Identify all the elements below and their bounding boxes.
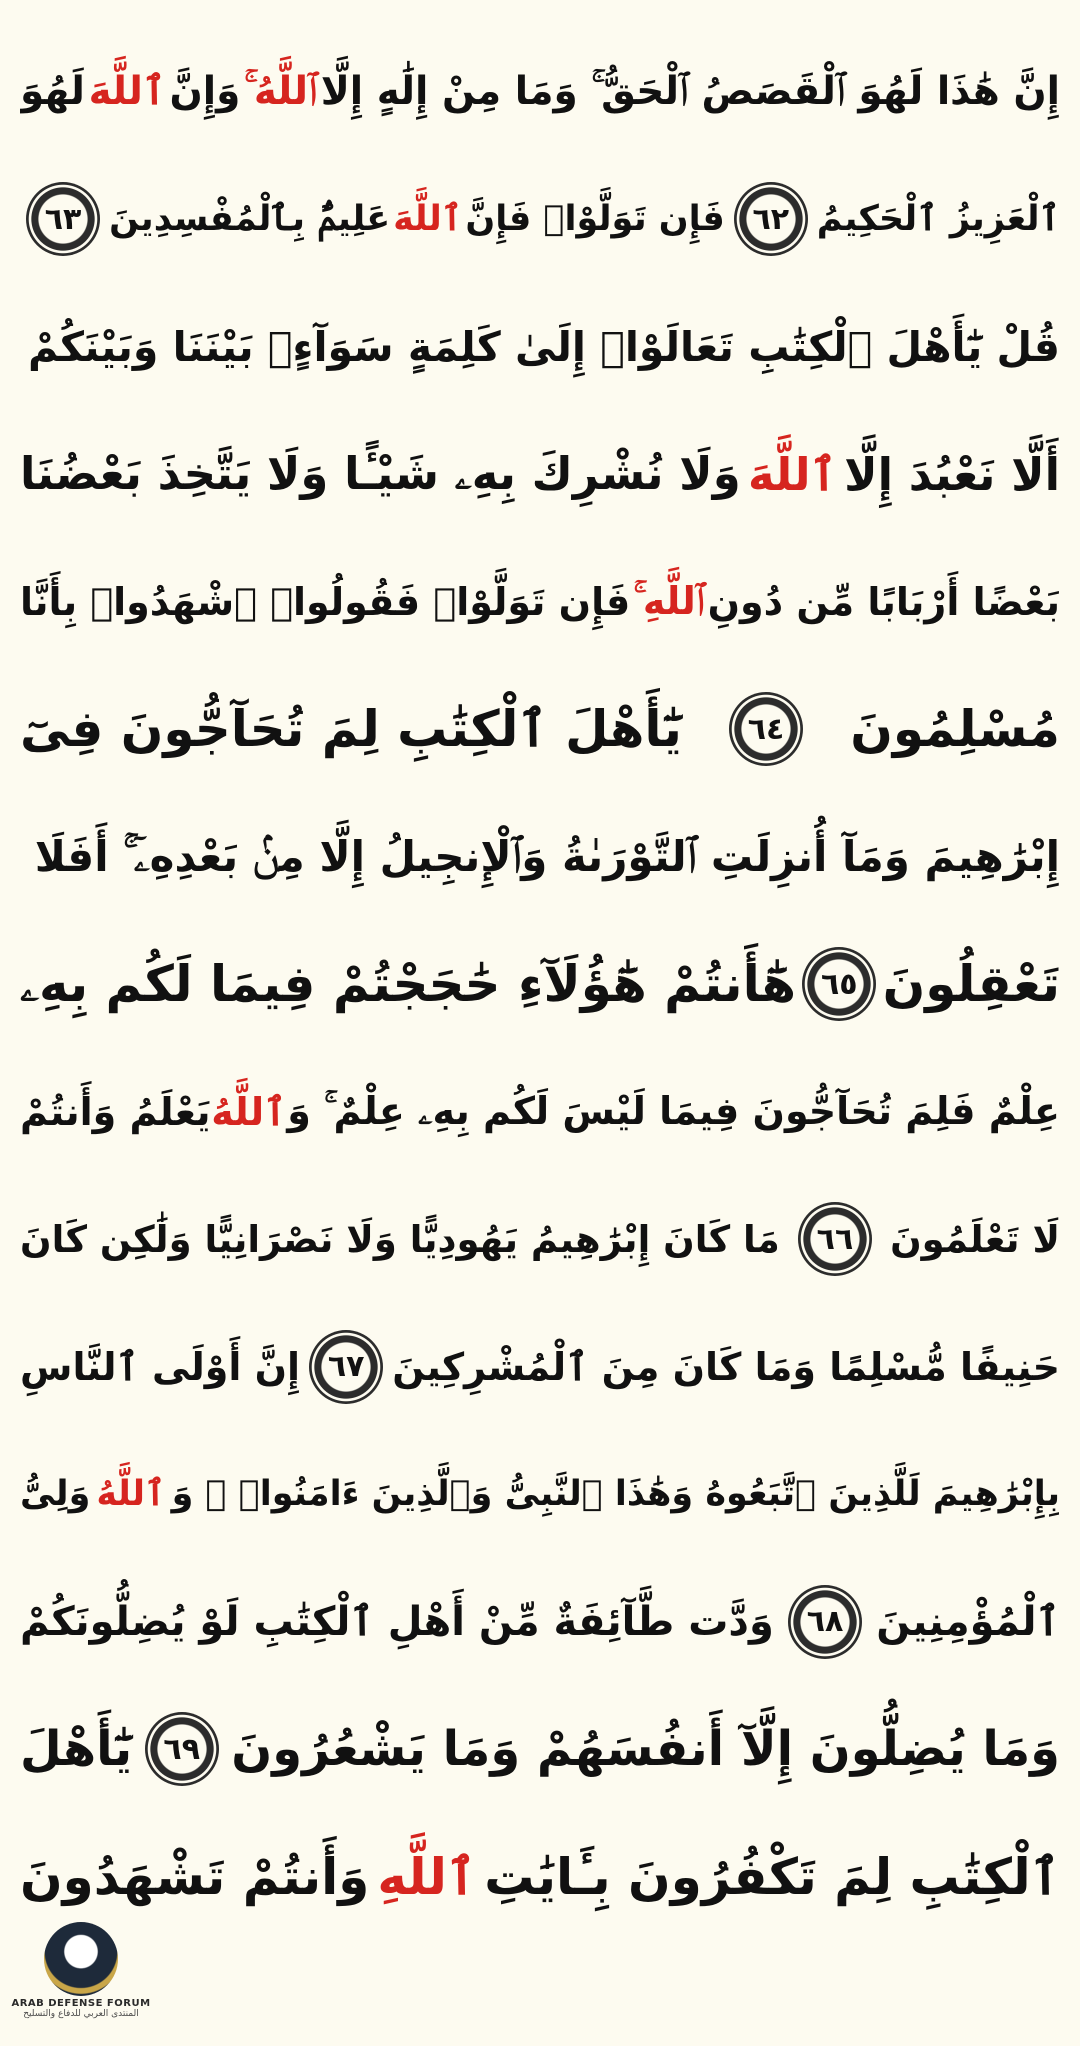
verse-text: ٱلْمُؤْمِنِينَ [876, 1598, 1060, 1645]
verse-text: أَلَّا نَعْبُدَ إِلَّا [844, 447, 1060, 501]
verse-text: وَإِنَّ [169, 69, 241, 115]
verse-text: إِنَّ أَوْلَى ٱلنَّاسِ [20, 1344, 301, 1389]
verse-text: يَٰٓأَهْلَ [20, 1721, 133, 1778]
verse-line [20, 283, 1060, 411]
verse-text: هَٰٓأَنتُمْ هَٰٓؤُلَآءِ حَٰجَجْتُمْ فِيمَا لَكُم بِهِۦ [20, 954, 797, 1013]
divine-name-text: ٱللَّهُ [211, 1089, 287, 1134]
verse-lines [20, 28, 1060, 1941]
verse-line [20, 666, 1060, 794]
verse-text: وَلِىُّ [20, 1474, 91, 1515]
verse-line [20, 921, 1060, 1049]
verse-text: قُلْ يَٰٓأَهْلَ ٱلْكِتَٰبِ تَعَالَوْا۟ إِلَىٰ كَلِمَةٍ سَوَآءٍۭ بَيْنَنَا وَبَيْنَكُمْ [28, 322, 1060, 371]
divine-name-text: ٱللَّهَ [393, 199, 463, 240]
ayah-number-marker: ٦٢ [734, 182, 808, 256]
ayah-number-marker: ٦٣ [26, 182, 100, 256]
verse-text: بَعْضًا أَرْبَابًا مِّن دُونِ [707, 579, 1060, 624]
ayah-number-marker: ٦٨ [788, 1585, 862, 1659]
verse-text: يَعْلَمُ وَأَنتُمْ [20, 1089, 211, 1134]
verse-line [20, 1431, 1060, 1559]
verse-line [20, 793, 1060, 921]
divine-name-text: ٱللَّهُ [96, 1474, 166, 1515]
watermark-title: ARAB DEFENSE FORUM [11, 1998, 151, 2009]
verse-text: ٱلْعَزِيزُ ٱلْحَكِيمُ [816, 199, 1060, 240]
verse-line [20, 156, 1060, 284]
verse-text: حَنِيفًا مُّسْلِمًا وَمَا كَانَ مِنَ ٱلْمُشْرِكِينَ [392, 1344, 1060, 1389]
verse-line [20, 1558, 1060, 1686]
divine-name-text: ٱللَّهِ ۚ [633, 579, 705, 624]
verse-line [20, 28, 1060, 156]
verse-line [20, 411, 1060, 539]
verse-text: فَإِن تَوَلَّوْا۟ فَقُولُوا۟ ٱشْهَدُوا۟ بِأَنَّا [20, 579, 631, 624]
watermark-subtitle: المنتدى العربي للدفاع والتسليح [23, 2009, 139, 2019]
verse-text: وَلَا نُشْرِكَ بِهِۦ شَيْـًٔا وَلَا يَتَّخِذَ بَعْضُنَا [20, 447, 741, 501]
verse-text: إِبْرَٰهِيمَ وَمَآ أُنزِلَتِ ٱلتَّوْرَىٰةُ وَٱلْإِنجِيلُ إِلَّا مِنۢ بَعْدِهِۦٓ ۚ أَفَلَا [34, 831, 1060, 881]
verse-text: لَا تَعْلَمُونَ [890, 1217, 1060, 1261]
verse-line [20, 1048, 1060, 1176]
forum-emblem-icon [44, 1922, 118, 1996]
ayah-number-marker: ٦٥ [802, 947, 876, 1021]
verse-text: عَلِيمٌۢ بِٱلْمُفْسِدِينَ [109, 199, 391, 240]
verse-text: عِلْمٌ فَلِمَ تُحَآجُّونَ فِيمَا لَيْسَ لَكُم بِهِۦ عِلْمٌ ۚ وَ [287, 1089, 1060, 1134]
verse-text: يَٰٓأَهْلَ ٱلْكِتَٰبِ لِمَ تُحَآجُّونَ فِىٓ [20, 700, 682, 759]
verse-line [20, 1176, 1060, 1304]
divine-name-text: ٱللَّهُ ۚ [244, 69, 317, 115]
divine-name-text: ٱللَّهَ [747, 447, 837, 501]
verse-text: تَعْقِلُونَ [882, 955, 1060, 1014]
ayah-number-marker: ٦٤ [729, 692, 803, 766]
verse-line [20, 1813, 1060, 1941]
watermark-logo [6, 1922, 156, 2042]
ayah-number-marker: ٦٧ [309, 1330, 383, 1404]
verse-text: بِإِبْرَٰهِيمَ لَلَّذِينَ ٱتَّبَعُوهُ وَهَٰذَا ٱلنَّبِىُّ وَٱلَّذِينَ ءَامَنُوا۟ ۗ وَ [171, 1474, 1060, 1515]
verse-text: إِنَّ هَٰذَا لَهُوَ ٱلْقَصَصُ ٱلْحَقُّ ۚ وَمَا مِنْ إِلَٰهٍ إِلَّا [320, 69, 1060, 115]
divine-name-text: ٱللَّهِ [377, 1847, 477, 1906]
verse-text: ٱلْكِتَٰبِ لِمَ تَكْفُرُونَ بِـَٔايَٰتِ [484, 1847, 1060, 1906]
ayah-number-marker: ٦٦ [798, 1202, 872, 1276]
divine-name-text: ٱللَّهَ [88, 69, 166, 115]
verse-text: وَدَّت طَّآئِفَةٌ مِّنْ أَهْلِ ٱلْكِتَٰبِ لَوْ يُضِلُّونَكُمْ [20, 1598, 774, 1645]
verse-text: مَا كَانَ إِبْرَٰهِيمُ يَهُودِيًّا وَلَا نَصْرَانِيًّا وَلَٰكِن كَانَ [20, 1217, 780, 1261]
verse-text: وَمَا يُضِلُّونَ إِلَّآ أَنفُسَهُمْ وَمَا يَشْعُرُونَ [231, 1721, 1060, 1778]
verse-text: وَأَنتُمْ تَشْهَدُونَ [20, 1847, 370, 1906]
verse-line [20, 1303, 1060, 1431]
verse-text: مُسْلِمُونَ [850, 700, 1060, 759]
emblem-number: ٧ [73, 1944, 89, 1974]
ayah-number-marker: ٦٩ [145, 1712, 219, 1786]
verse-text: لَهُوَ [20, 69, 85, 115]
verse-line [20, 1686, 1060, 1814]
verse-text: فَإِن تَوَلَّوْا۟ فَإِنَّ [465, 199, 725, 240]
verse-line [20, 538, 1060, 666]
